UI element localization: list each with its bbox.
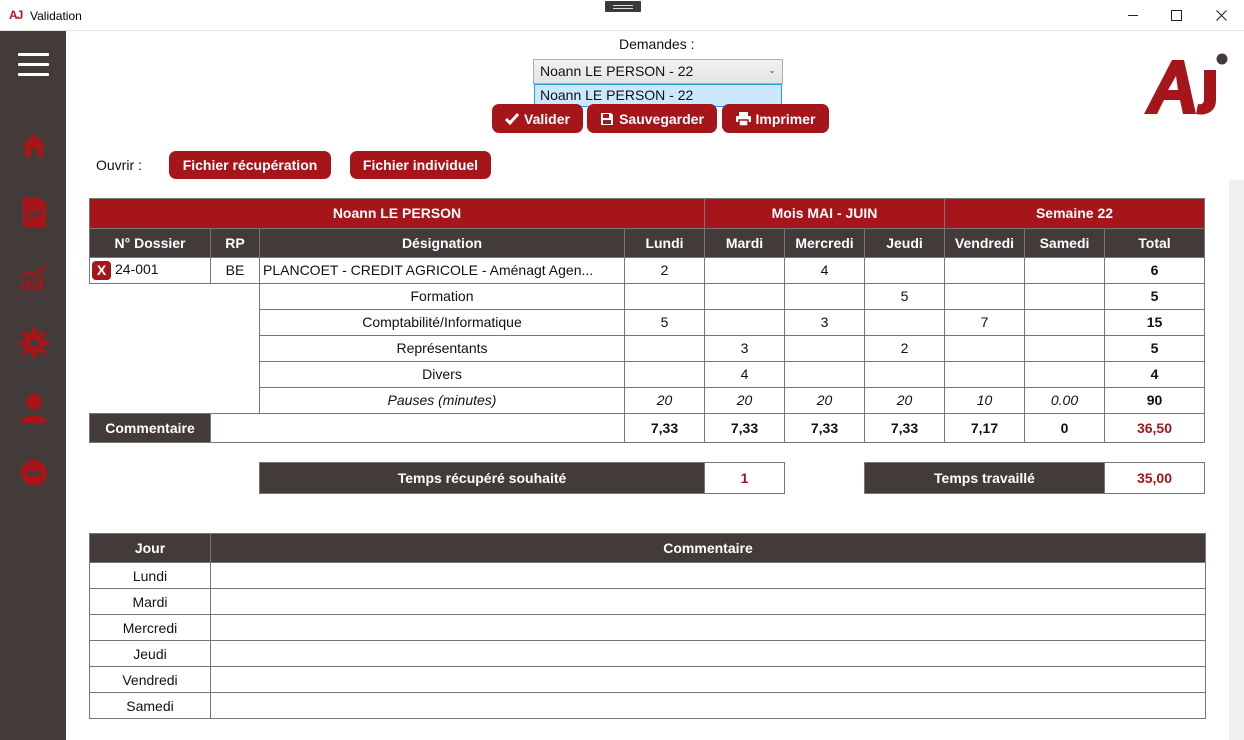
hour-cell[interactable]	[1025, 257, 1105, 283]
title-bar	[0, 0, 1244, 31]
table-row	[90, 589, 1206, 615]
maximize-button[interactable]	[1153, 0, 1199, 31]
temps-recupere-input[interactable]: 1	[704, 462, 785, 494]
person-header: Noann LE PERSON	[90, 198, 705, 228]
temps-travaille-value: 35,00	[1104, 462, 1205, 494]
designation-cell: Comptabilité/Informatique	[260, 309, 625, 335]
hour-cell[interactable]: 3	[785, 309, 865, 335]
hour-cell[interactable]	[625, 335, 705, 361]
hour-cell[interactable]	[945, 257, 1025, 283]
col-header-mercredi: Mercredi	[785, 228, 865, 257]
pause-cell[interactable]: 0.00	[1025, 387, 1105, 413]
pause-cell[interactable]: 20	[705, 387, 785, 413]
col-header-mardi: Mardi	[705, 228, 785, 257]
drag-grip-handle[interactable]	[605, 1, 641, 12]
printer-icon	[736, 112, 751, 126]
hour-cell[interactable]	[865, 361, 945, 387]
table-row	[90, 335, 1205, 361]
day-total-cell: 7,33	[625, 413, 705, 442]
hour-cell[interactable]	[945, 361, 1025, 387]
brand-logo	[1142, 50, 1232, 116]
comment-input[interactable]	[211, 641, 1206, 667]
sauvegarder-button[interactable]	[587, 104, 717, 133]
rp-cell: BE	[211, 257, 260, 283]
vertical-scrollbar[interactable]	[1229, 180, 1244, 740]
designation-cell: Divers	[260, 361, 625, 387]
table-row	[90, 667, 1206, 693]
day-label: Lundi	[90, 563, 211, 589]
window-title: Validation	[30, 9, 82, 23]
row-total-cell: 4	[1105, 361, 1205, 387]
pauses-total-cell: 90	[1105, 387, 1205, 413]
hour-cell[interactable]	[785, 283, 865, 309]
hour-cell[interactable]	[785, 335, 865, 361]
ouvrir-label: Ouvrir :	[96, 157, 142, 173]
sauvegarder-label: Sauvegarder	[619, 110, 704, 127]
pause-cell[interactable]: 10	[945, 387, 1025, 413]
hour-cell[interactable]	[945, 283, 1025, 309]
hamburger-menu-button[interactable]	[18, 53, 49, 77]
hour-cell[interactable]	[945, 335, 1025, 361]
demandes-select[interactable]	[533, 59, 783, 84]
pause-cell[interactable]: 20	[785, 387, 865, 413]
sidebar	[0, 31, 66, 740]
hour-cell[interactable]: 4	[705, 361, 785, 387]
close-icon	[1216, 10, 1227, 21]
table-row	[90, 563, 1206, 589]
hour-cell[interactable]	[865, 309, 945, 335]
imprimer-button[interactable]	[722, 104, 829, 133]
row-total-cell: 5	[1105, 283, 1205, 309]
imprimer-label: Imprimer	[755, 110, 816, 127]
pause-cell[interactable]: 20	[625, 387, 705, 413]
app-logo: AJ	[9, 8, 23, 22]
table-row	[90, 641, 1206, 667]
hour-cell[interactable]	[625, 283, 705, 309]
hour-cell[interactable]: 7	[945, 309, 1025, 335]
comment-input[interactable]	[211, 667, 1206, 693]
hour-cell[interactable]	[705, 257, 785, 283]
demandes-option[interactable]: Noann LE PERSON - 22	[534, 84, 782, 107]
user-icon[interactable]	[19, 393, 49, 423]
table-row	[90, 615, 1206, 641]
close-button[interactable]	[1198, 0, 1244, 31]
valider-label: Valider	[524, 110, 570, 127]
fichier-recuperation-button[interactable]: Fichier récupération	[169, 151, 331, 179]
row-total-cell: 6	[1105, 257, 1205, 283]
table-row	[90, 361, 1205, 387]
day-total-cell: 7,17	[945, 413, 1025, 442]
col-header-rp: RP	[211, 228, 260, 257]
designation-cell: PLANCOET - CREDIT AGRICOLE - Aménagt Agen...	[260, 257, 625, 283]
table-row	[90, 257, 1205, 283]
col-header-total: Total	[1105, 228, 1205, 257]
document-chart-icon[interactable]	[19, 197, 49, 227]
pauses-row	[90, 387, 1205, 413]
col-header-designation: Désignation	[260, 228, 625, 257]
chevron-down-icon: ⌄	[768, 65, 776, 75]
trend-chart-icon[interactable]	[19, 262, 49, 292]
hour-cell[interactable]: 2	[865, 335, 945, 361]
table-row	[90, 693, 1206, 719]
hour-cell[interactable]	[705, 283, 785, 309]
hour-cell[interactable]	[865, 257, 945, 283]
hour-cell[interactable]	[705, 309, 785, 335]
hour-cell[interactable]	[1025, 283, 1105, 309]
hour-cell[interactable]	[785, 361, 865, 387]
minimize-button[interactable]	[1110, 0, 1156, 31]
totals-row	[90, 413, 1205, 442]
pause-cell[interactable]: 20	[865, 387, 945, 413]
fichier-individuel-button[interactable]: Fichier individuel	[350, 151, 491, 179]
designation-cell: Représentants	[260, 335, 625, 361]
table-row	[90, 309, 1205, 335]
demandes-selected-value: Noann LE PERSON - 22	[540, 63, 694, 79]
hour-cell[interactable]	[1025, 335, 1105, 361]
commentaire-label: Commentaire	[90, 413, 211, 442]
home-icon[interactable]	[19, 131, 49, 161]
hour-cell[interactable]: 3	[705, 335, 785, 361]
day-label: Mercredi	[90, 615, 211, 641]
temps-recupere-label: Temps récupéré souhaité	[259, 462, 705, 494]
comment-input[interactable]	[211, 693, 1206, 719]
day-label: Mardi	[90, 589, 211, 615]
hour-cell[interactable]	[625, 361, 705, 387]
day-total-cell: 7,33	[865, 413, 945, 442]
dossier-value: 24-001	[115, 260, 159, 277]
day-total-cell: 7,33	[785, 413, 865, 442]
hour-cell[interactable]	[1025, 361, 1105, 387]
grand-total-cell: 36,50	[1105, 413, 1205, 442]
row-total-cell: 5	[1105, 335, 1205, 361]
col-header-jeudi: Jeudi	[865, 228, 945, 257]
comment-input[interactable]	[211, 615, 1206, 641]
hour-cell[interactable]: 2	[625, 257, 705, 283]
minus-circle-icon[interactable]	[19, 458, 49, 488]
dossier-cell	[90, 257, 211, 283]
semaine-header: Semaine 22	[945, 198, 1205, 228]
temps-travaille-label: Temps travaillé	[864, 462, 1105, 494]
gear-icon[interactable]	[19, 328, 49, 358]
table-row	[90, 283, 1205, 309]
day-label: Jeudi	[90, 641, 211, 667]
comment-input[interactable]	[211, 589, 1206, 615]
comment-input[interactable]	[211, 563, 1206, 589]
hour-cell[interactable]: 5	[625, 309, 705, 335]
demandes-label: Demandes :	[619, 36, 695, 52]
col-header-vendredi: Vendredi	[945, 228, 1025, 257]
delete-row-button[interactable]: X	[92, 261, 111, 280]
hours-grid	[89, 198, 1205, 443]
day-label: Vendredi	[90, 667, 211, 693]
mois-header: Mois MAI - JUIN	[705, 198, 945, 228]
hour-cell[interactable]: 5	[865, 283, 945, 309]
col-header-jour: Jour	[90, 534, 211, 563]
day-total-cell: 0	[1025, 413, 1105, 442]
col-header-dossier: N° Dossier	[90, 228, 211, 257]
col-header-lundi: Lundi	[625, 228, 705, 257]
col-header-samedi: Samedi	[1025, 228, 1105, 257]
pauses-label: Pauses (minutes)	[260, 387, 625, 413]
valider-button[interactable]	[492, 104, 583, 133]
check-icon	[505, 113, 519, 125]
hour-cell[interactable]: 4	[785, 257, 865, 283]
day-total-cell: 7,33	[705, 413, 785, 442]
comments-table	[89, 533, 1206, 719]
floppy-disk-icon	[600, 112, 614, 126]
hour-cell[interactable]	[1025, 309, 1105, 335]
day-label: Samedi	[90, 693, 211, 719]
commentaire-input[interactable]	[211, 413, 625, 442]
row-total-cell: 15	[1105, 309, 1205, 335]
designation-cell: Formation	[260, 283, 625, 309]
col-header-commentaire: Commentaire	[211, 534, 1206, 563]
